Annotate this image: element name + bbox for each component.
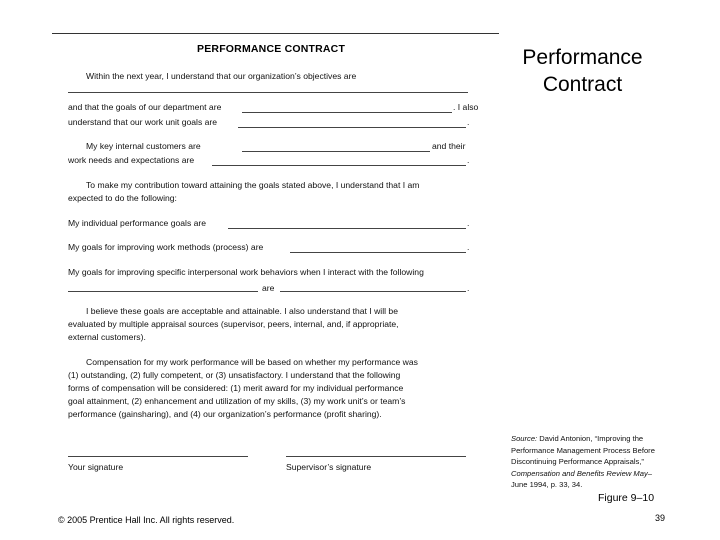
contract-line: expected to do the following:	[68, 193, 177, 203]
source-citation	[511, 433, 696, 491]
contract-line: understand that our work unit goals are	[68, 117, 218, 127]
contract-line: .	[467, 155, 470, 165]
contract-line: Compensation for my work performance will be based on whether my performance was	[86, 357, 418, 367]
supervisor-signature-label: Supervisor’s signature	[286, 462, 372, 472]
contract-line: goal attainment, (2) enhancement and utilization of my skills, (3) my work unit’s or team’s	[68, 396, 406, 406]
contract-line: work needs and expectations are	[68, 155, 195, 165]
contract-line: To make my contribution toward attaining the goals stated above, I understand that I am	[86, 180, 420, 190]
blank-line	[212, 165, 466, 166]
contract-line: evaluated by multiple appraisal sources (supervisor, peers, internal, and, if appropriate,	[68, 319, 399, 329]
supervisor-signature-line	[286, 456, 466, 457]
contract-line: external customers).	[68, 332, 146, 342]
contract-line: .	[467, 283, 470, 293]
page-number: 39	[655, 513, 666, 523]
contract-line: .	[467, 218, 470, 228]
contract-line: .	[467, 242, 470, 252]
blank-line	[242, 112, 452, 113]
contract-line: and that the goals of our department are	[68, 102, 222, 112]
blank-line	[290, 252, 466, 253]
blank-line	[242, 151, 430, 152]
contract-line: .	[467, 117, 470, 127]
contract-line: are	[262, 283, 275, 293]
source-text: David Antonion, “Improving the	[539, 434, 644, 443]
contract-line: (1) outstanding, (2) fully competent, or (3) unsatisfactory. I understand that the following	[68, 370, 401, 380]
source-label: Source:	[511, 434, 538, 443]
contract-line: My goals for improving specific interpersonal work behaviors when I interact with the following	[68, 267, 424, 277]
contract-line: I believe these goals are acceptable and attainable. I also understand that I will be	[86, 306, 398, 316]
blank-line	[228, 228, 466, 229]
signature-line	[68, 456, 248, 457]
contract-line: My individual performance goals are	[68, 218, 207, 228]
figure-label: Figure 9–10	[598, 492, 655, 504]
contract-line: forms of compensation will be considered: (1) merit award for my individual performance	[68, 383, 404, 393]
blank-line	[280, 291, 466, 292]
slide-title-line: Contract	[542, 73, 623, 96]
source-line	[511, 433, 696, 445]
contract-title: PERFORMANCE CONTRACT	[197, 43, 346, 55]
signature-label: Your signature	[68, 462, 124, 472]
source-line: Compensation and Benefits Review May–	[511, 468, 652, 478]
contract-line: and their	[432, 141, 466, 151]
source-line: Performance Management Process Before	[511, 445, 655, 455]
slide-title-line: Performance	[522, 46, 643, 69]
contract-line: My key internal customers are	[86, 141, 201, 151]
slide-title	[500, 44, 665, 98]
blank-line	[68, 291, 258, 292]
blank-line	[238, 127, 466, 128]
blank-line	[68, 92, 468, 93]
source-line: June 1994, p. 33, 34.	[511, 480, 583, 490]
contract-line: My goals for improving work methods (process) are	[68, 242, 264, 252]
top-rule	[52, 33, 499, 34]
contract-line: . I also	[453, 102, 479, 112]
copyright-notice: © 2005 Prentice Hall Inc. All rights reserved.	[58, 515, 235, 525]
contract-line: performance (gainsharing), and (4) our organization’s performance (profit sharing).	[68, 409, 382, 419]
contract-line: Within the next year, I understand that our organization’s objectives are	[86, 71, 357, 81]
source-line: Discontinuing Performance Appraisals,”	[511, 457, 644, 467]
